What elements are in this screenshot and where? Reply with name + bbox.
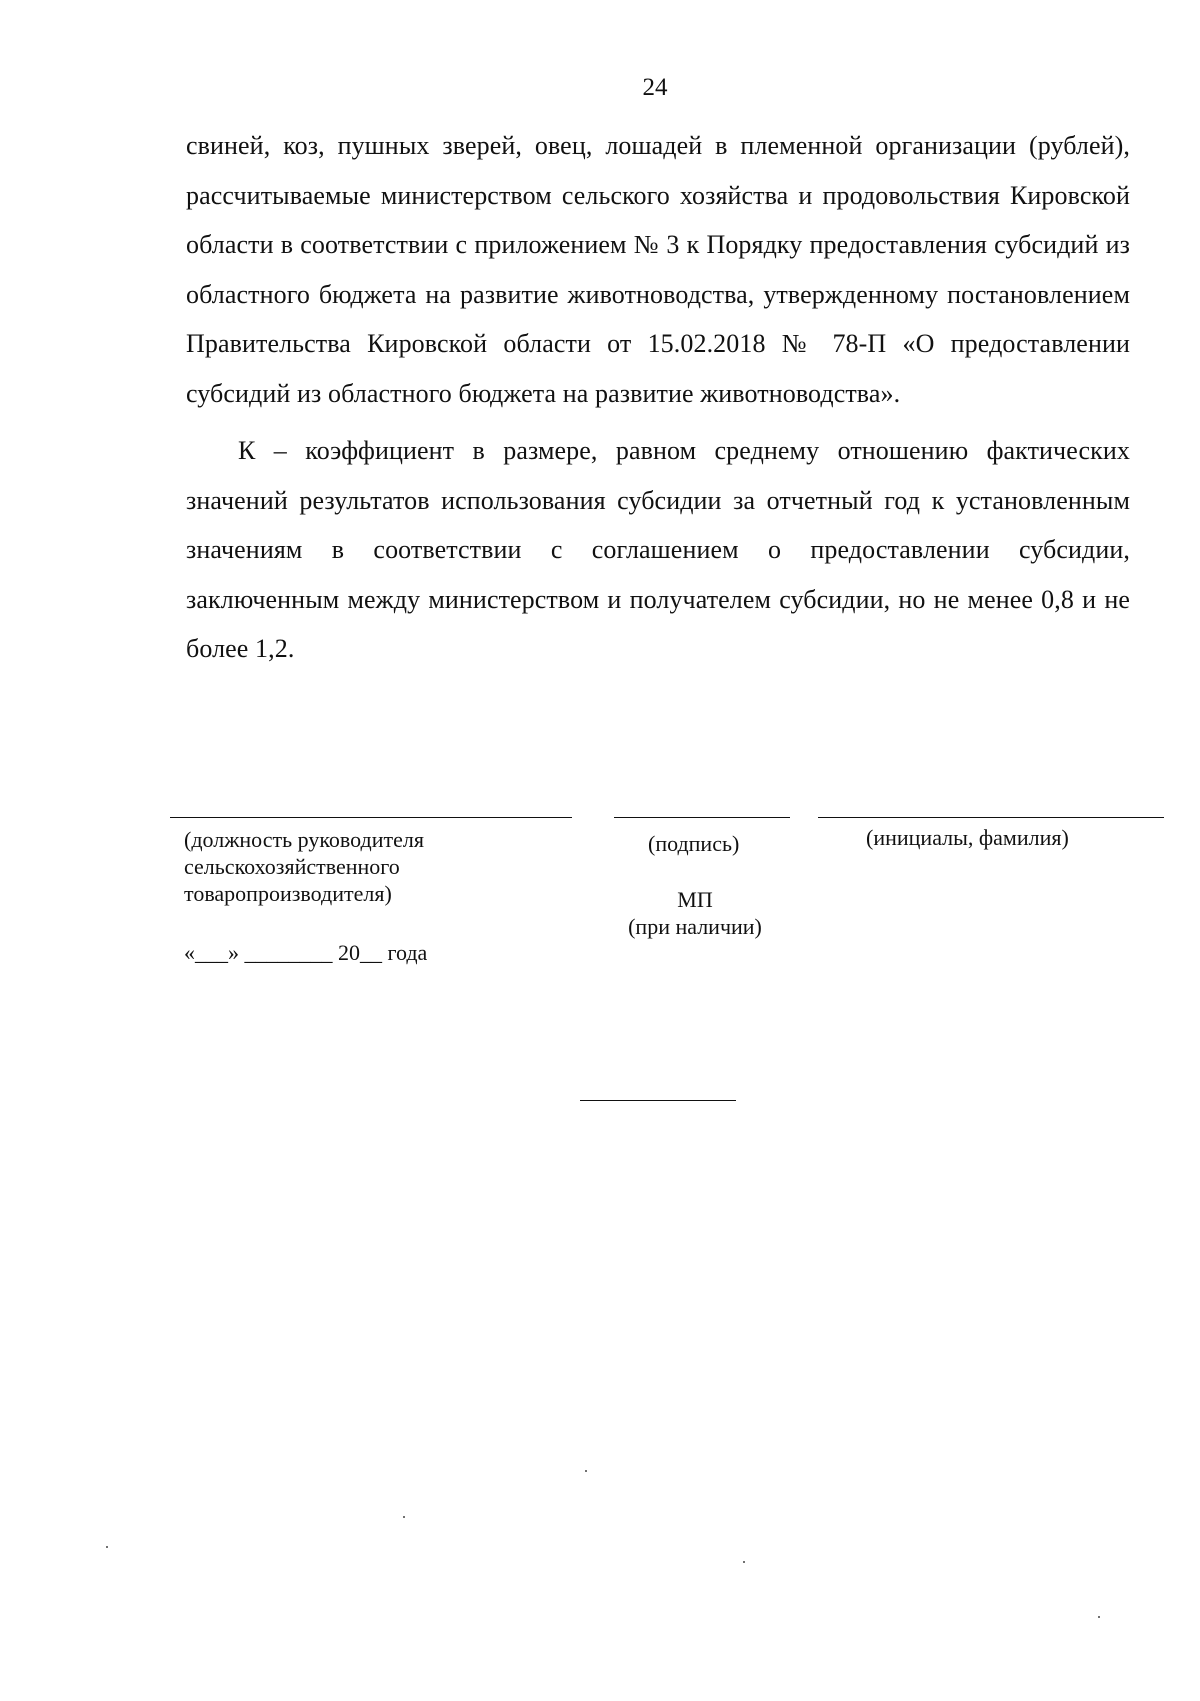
- name-label: (инициалы, фамилия): [866, 825, 1069, 850]
- scan-speck: [743, 1561, 745, 1563]
- closing-separator: [580, 1100, 736, 1101]
- stamp-label: МП (при наличии): [628, 887, 762, 939]
- scan-speck: [585, 1470, 587, 1472]
- scan-speck: [1098, 1616, 1100, 1618]
- page-number: 24: [642, 74, 668, 101]
- document-body: [186, 121, 1130, 674]
- date-line: «___» ________ 20__ года: [184, 940, 428, 965]
- paragraph-coefficient-k: К – коэффициент в размере, равном среднему отношению фактических значений результатов использования субсидии за отчетный год к установленным значениям в соответствии с соглашением о предоставлении субсидии, заключенным между министерством и получателем субсидии, но не менее 0,8 и не более 1,2.: [186, 436, 1130, 663]
- scan-speck: [403, 1516, 405, 1518]
- position-line: [170, 817, 572, 818]
- scan-speck: [106, 1546, 108, 1548]
- signature-line: [614, 817, 790, 818]
- signature-label: (подпись): [648, 831, 740, 856]
- name-line: [818, 817, 1164, 818]
- paragraph-continuation: свиней, коз, пушных зверей, овец, лошадей в племенной организации (рублей), рассчитываемые министерством сельского хозяйства и продовольствия Кировской области в соответствии с приложением № 3 к Порядку предоставления субсидий из областного бюджета на развитие животноводства, утвержденному постановлением Правительства Кировской области от 15.02.2018 № 78-П «О предоставлении субсидий из областного бюджета на развитие животноводства».: [186, 131, 1130, 408]
- position-label: (должность руководителя сельскохозяйственного товаропроизводителя): [184, 827, 424, 906]
